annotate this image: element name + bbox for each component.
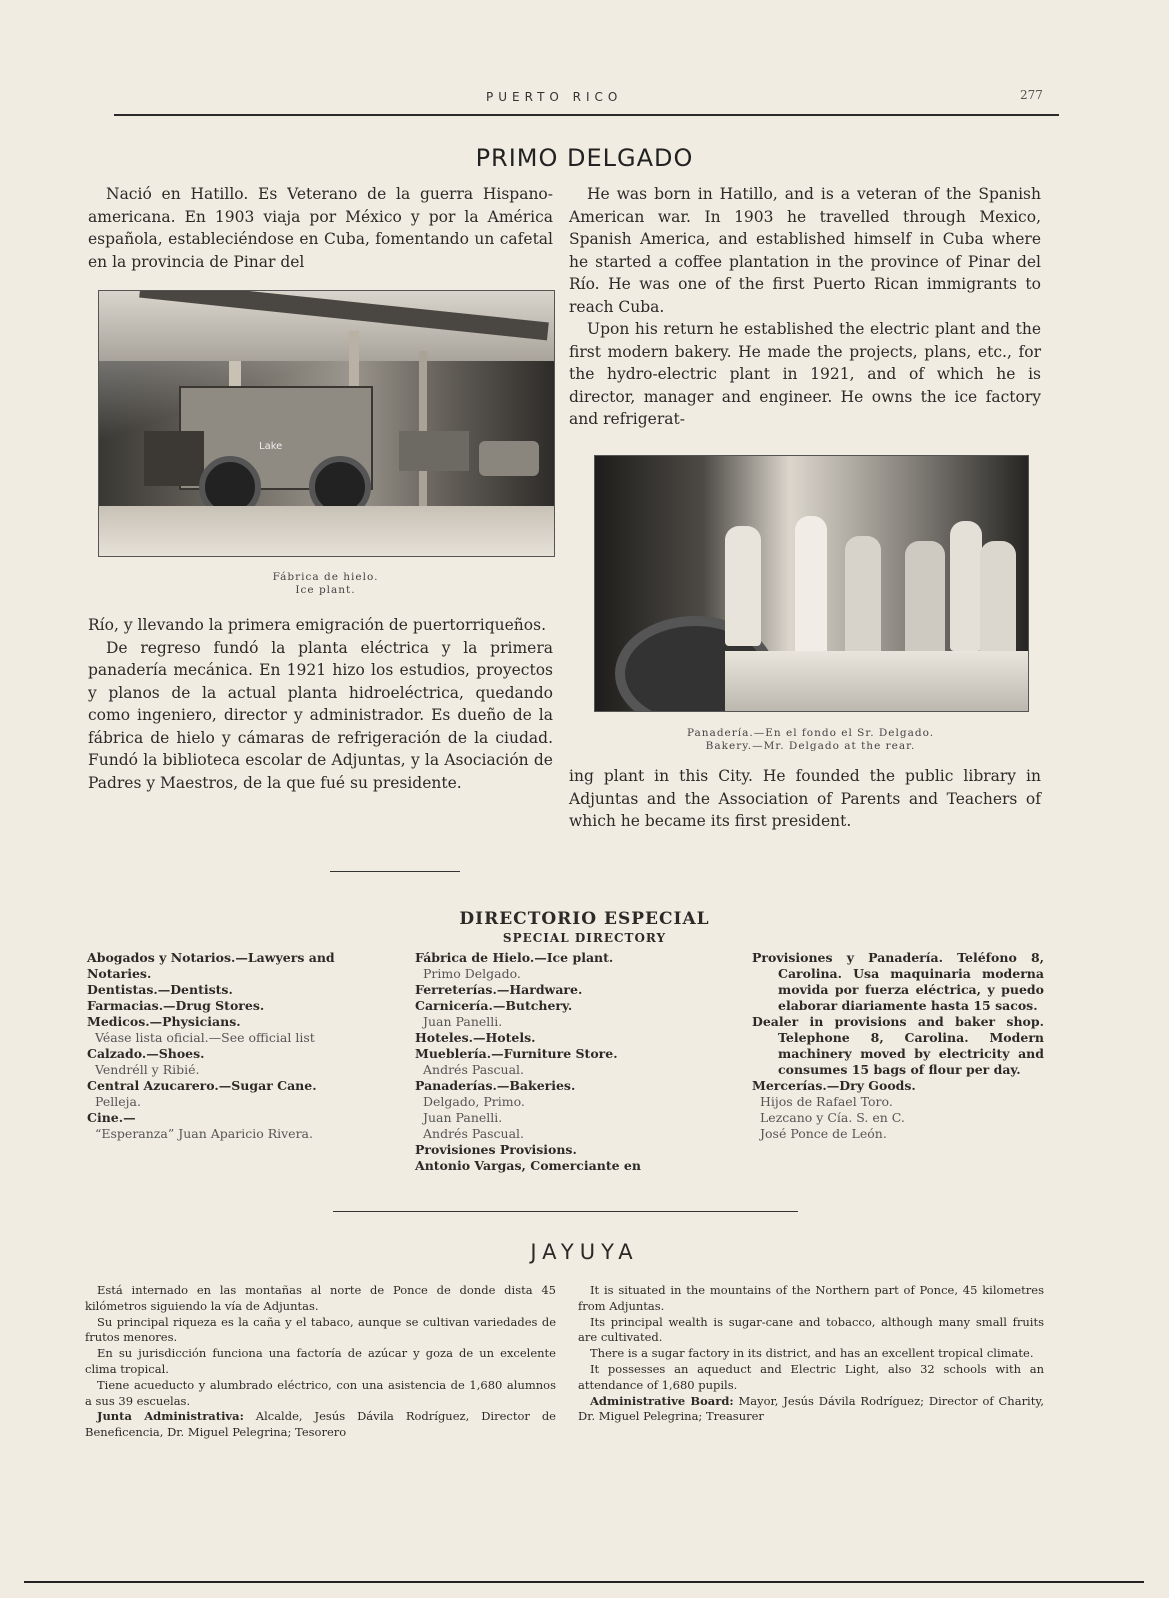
bakery-caption-es: Panadería.—En el fondo el Sr. Delgado. — [686, 727, 935, 739]
page-number: 277 — [1020, 88, 1043, 102]
directory-name: “Esperanza” Juan Aparicio Rivera. — [95, 1126, 313, 1141]
article-title: PRIMO DELGADO — [475, 144, 694, 172]
directory-short-rule — [330, 871, 460, 872]
jayuya-spanish-text — [85, 1283, 556, 1441]
left-column-top — [88, 183, 553, 273]
ice-plant-caption — [98, 571, 553, 597]
ice-plant-caption-es: Fábrica de hielo. — [272, 571, 379, 583]
directory-entry: Panaderías.—Bakeries. — [415, 1078, 576, 1093]
right-paragraph-3: ing plant in this City. He founded the public library in Adjuntas and the Association of Parents and Teachers of which he became its first president. — [569, 767, 1041, 830]
directory-entry: Medicos.—Physicians. — [87, 1014, 241, 1029]
directory-name: Delgado, Primo. — [423, 1094, 525, 1109]
right-column-top — [569, 183, 1041, 431]
right-paragraph-2: Upon his return he established the electric plant and the first modern bakery. He made the projects, plans, etc., for the hydro-electric plant in 1921, and of which he is director, manager and engineer. He owns the ice factory and refrigerat- — [569, 320, 1041, 428]
jayuya-es-paragraph: Está internado en las montañas al norte de Ponce de donde dista 45 kilómetros siguiendo la vía de Adjuntas. — [85, 1283, 556, 1313]
directory-entry: Fábrica de Hielo.—Ice plant. — [415, 950, 614, 965]
directory-entry: Dealer in provisions and baker shop. Telephone 8, Carolina. Modern machinery moved by electricity and consumes 15 bags of flour per day. — [752, 1014, 1044, 1077]
left-paragraph-2: Río, y llevando la primera emigración de puertorriqueños. — [88, 616, 547, 634]
jayuya-english-text — [578, 1283, 1044, 1425]
left-column-bottom — [88, 614, 553, 794]
jayuya-es-paragraph: Su principal riqueza es la caña y el tabaco, aunque se cultivan variedades de frutos menores. — [85, 1314, 556, 1345]
bakery-caption — [594, 727, 1027, 753]
directory-name: Andrés Pascual. — [423, 1126, 525, 1141]
jayuya-en-board-text: Mayor, Jesús Dávila Rodríguez; Director of Charity, Dr. Miguel Pelegrina; Treasurer — [578, 1393, 1044, 1424]
jayuya-en-paragraph: Its principal wealth is sugar-cane and tobacco, although many small fruits are cultivated. — [578, 1314, 1044, 1345]
directory-name: Pelleja. — [95, 1094, 141, 1109]
jayuya-es-board-text: Alcalde, Jesús Dávila Rodríguez, Director de Beneficencia, Dr. Miguel Pelegrina; Tesorero — [85, 1409, 556, 1440]
jayuya-es-board-label: Junta Administrativa: — [97, 1409, 244, 1424]
jayuya-title: JAYUYA — [530, 1240, 639, 1264]
ice-plant-caption-en: Ice plant. — [295, 584, 356, 596]
directory-name: Primo Delgado. — [423, 966, 521, 981]
jayuya-es-paragraph: Tiene acueducto y alumbrado eléctrico, con una asistencia de 1,680 alumnos a sus 39 escuelas. — [85, 1377, 556, 1408]
jayuya-en-board-label: Administrative Board: — [590, 1393, 734, 1408]
directory-entry: Ferreterías.—Hardware. — [415, 982, 583, 997]
ice-plant-photo — [98, 290, 555, 557]
truck-lettering: Lake — [259, 441, 283, 452]
directory-title: DIRECTORIO ESPECIAL — [459, 909, 710, 929]
directory-column-1 — [87, 950, 382, 1142]
bakery-caption-en: Bakery.—Mr. Delgado at the rear. — [705, 740, 916, 752]
header-rule — [114, 114, 1059, 116]
directory-entry: Mueblería.—Furniture Store. — [415, 1046, 618, 1061]
directory-bottom-rule — [333, 1211, 798, 1212]
bakery-photo — [594, 455, 1029, 712]
directory-entry: Provisiones Provisions. — [415, 1142, 577, 1157]
directory-name: Vendréll y Ribié. — [95, 1062, 200, 1077]
directory-subtitle: SPECIAL DIRECTORY — [502, 931, 667, 945]
directory-entry: Central Azucarero.—Sugar Cane. — [87, 1078, 317, 1093]
directory-column-3 — [752, 950, 1044, 1142]
directory-name: Andrés Pascual. — [423, 1062, 525, 1077]
directory-entry: Mercerías.—Dry Goods. — [752, 1078, 916, 1093]
directory-entry: Provisiones y Panadería. Teléfono 8, Carolina. Usa maquinaria moderna movida por fuerza eléctrica, y puedo elaborar diariamente hasta 15 sacos. — [752, 950, 1044, 1013]
running-head: PUERTO RICO — [486, 90, 623, 104]
right-column-bottom — [569, 765, 1041, 833]
directory-entry: Farmacias.—Drug Stores. — [87, 998, 265, 1013]
jayuya-en-board — [578, 1394, 1044, 1426]
jayuya-en-paragraph: There is a sugar factory in its district, and has an excellent tropical climate. — [590, 1346, 1034, 1361]
left-paragraph-1: Nació en Hatillo. Es Veterano de la guerra Hispano-americana. En 1903 viaja por México y por la América española, estableciéndose en Cuba, fomentando un cafetal en la provincia de Pinar del — [88, 185, 553, 271]
directory-entry: Abogados y Notarios.—Lawyers and Notaries. — [87, 950, 335, 981]
directory-name: José Ponce de León. — [760, 1126, 887, 1141]
directory-name: Véase lista oficial.—See official list — [95, 1030, 315, 1045]
directory-entry: Cine.— — [87, 1110, 136, 1125]
directory-name: Juan Panelli. — [423, 1110, 503, 1125]
jayuya-es-paragraph: En su jurisdicción funciona una factoría de azúcar y goza de un excelente clima tropical. — [85, 1346, 556, 1376]
right-paragraph-1: He was born in Hatillo, and is a veteran of the Spanish American war. In 1903 he travelled through Mexico, Spanish America, and established himself in Cuba where he started a coffee plantation in the province of Pinar del Río. He was one of the first Puerto Rican immigrants to reach Cuba. — [569, 185, 1041, 316]
directory-entry: Dentistas.—Dentists. — [87, 982, 233, 997]
left-paragraph-3: De regreso fundó la planta eléctrica y la primera panadería mecánica. En 1921 hizo los estudios, proyectos y planos de la actual planta hidroeléctrica, quedando como ingeniero, director y administrador. Es dueño de la fábrica de hielo y cámaras de refrigeración de la ciudad. Fundó la biblioteca escolar de Adjuntas, y la Asociación de Padres y Maestros, de la que fué su presidente. — [88, 638, 553, 792]
directory-name: Hijos de Rafael Toro. — [760, 1094, 893, 1109]
directory-entry: Carnicería.—Butchery. — [415, 998, 573, 1013]
directory-entry: Antonio Vargas, Comerciante en — [415, 1158, 641, 1173]
jayuya-en-paragraph: It possesses an aqueduct and Electric Light, also 32 schools with an attendance of 1,680 pupils. — [578, 1361, 1044, 1392]
directory-column-2 — [415, 950, 715, 1174]
directory-name: Juan Panelli. — [423, 1014, 503, 1029]
directory-entry: Calzado.—Shoes. — [87, 1046, 205, 1061]
jayuya-en-paragraph: It is situated in the mountains of the Northern part of Ponce, 45 kilometres from Adjuntas. — [578, 1283, 1044, 1313]
directory-entry: Hoteles.—Hotels. — [415, 1030, 536, 1045]
jayuya-es-board — [85, 1409, 556, 1441]
directory-name: Lezcano y Cía. S. en C. — [760, 1110, 905, 1125]
bottom-rule — [24, 1581, 1144, 1583]
